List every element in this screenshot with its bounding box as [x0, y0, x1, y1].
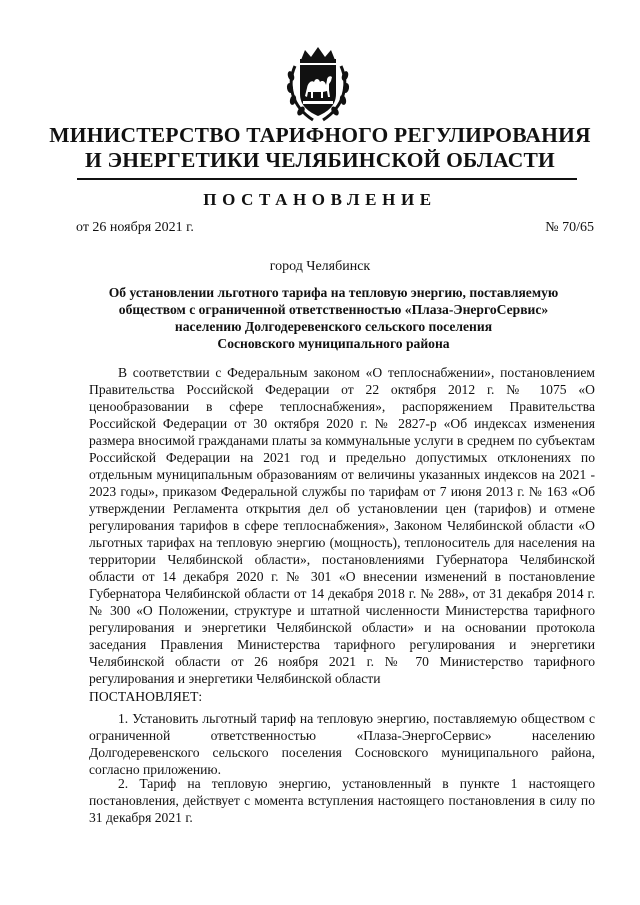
clause-1: 1. Установить льготный тариф на тепловую энергию, поставляемую обществом с ограниченной ответственностью «Плаза-ЭнергоСервис» населению Долгодеревенского сельского поселения Сосновского муниципального района, согласно приложению.	[89, 711, 595, 777]
ministry-name-line1: МИНИСТЕРСТВО ТАРИФНОГО РЕГУЛИРОВАНИЯ	[49, 123, 591, 147]
ministry-name-line2: И ЭНЕРГЕТИКИ ЧЕЛЯБИНСКОЙ ОБЛАСТИ	[85, 148, 555, 172]
document-city: город Челябинск	[269, 259, 371, 274]
title-line: Об установлении льготного тарифа на тепловую энергию, поставляемую	[108, 285, 559, 300]
clause-2: 2. Тариф на тепловую энергию, установленный в пункте 1 настоящего постановления, действует с момента вступления настоящего постановления в силу по 31 декабря 2021 г.	[89, 776, 595, 825]
preamble-paragraph: В соответствии с Федеральным законом «О теплоснабжении», постановлением Правительства Российской Федерации от 22 октября 2012 г. № 1075 «О ценообразовании в сфере теплоснабжения», распоряжением Правительства Российской Федерации от 30 октября 2020 г. № 2827-р «Об индексах изменения размера вносимой гражданами платы за коммунальные услуги в среднем по субъектам Российской Федерации на 2021 год и предельно допустимых отклонениях по отдельным муниципальным образованиям от величины указанных индексов на 2021 - 2023 годы», приказом Федеральной службы по тарифам от 7 июня 2013 г. № 163 «Об утверждении Регламента открытия дел об установлении цен (тарифов) и отмене регулирования тарифов в сфере теплоснабжения», Законом Челябинской области «О льготных тарифах на тепловую энергию (мощность), теплоноситель для населения на территории Челябинской области», постановлениями Губернатора Челябинской области от 14 декабря 2020 г. № 301 «О внесении изменений в постановление Губернатора Челябинской области от 14 декабря 2018 г. № 288», от 31 декабря 2014 г. № 300 «О Положении, структуре и штатной численности Министерства тарифного регулирования и энергетики Челябинской области» и на основании протокола заседания Правления Министерства тарифного регулирования и энергетики Челябинской области от 26 ноября 2021 г. № 70 Министерство тарифного регулирования и энергетики Челябинской области	[89, 365, 595, 686]
document-type: ПОСТАНОВЛЕНИЕ	[203, 190, 437, 209]
header-rule	[77, 178, 577, 180]
resolve-heading: ПОСТАНОВЛЯЕТ:	[89, 689, 203, 704]
title-line: населению Долгодеревенского сельского поселения	[174, 319, 493, 334]
title-line: Сосновского муниципального района	[217, 336, 450, 351]
title-line: обществом с ограниченной ответственностью «Плаза-ЭнергоСервис»	[118, 302, 549, 317]
document-number: № 70/65	[545, 220, 594, 235]
chelyabinsk-coat-of-arms-icon	[283, 44, 353, 124]
document-date: от 26 ноября 2021 г.	[76, 220, 194, 235]
document-title	[76, 284, 591, 352]
